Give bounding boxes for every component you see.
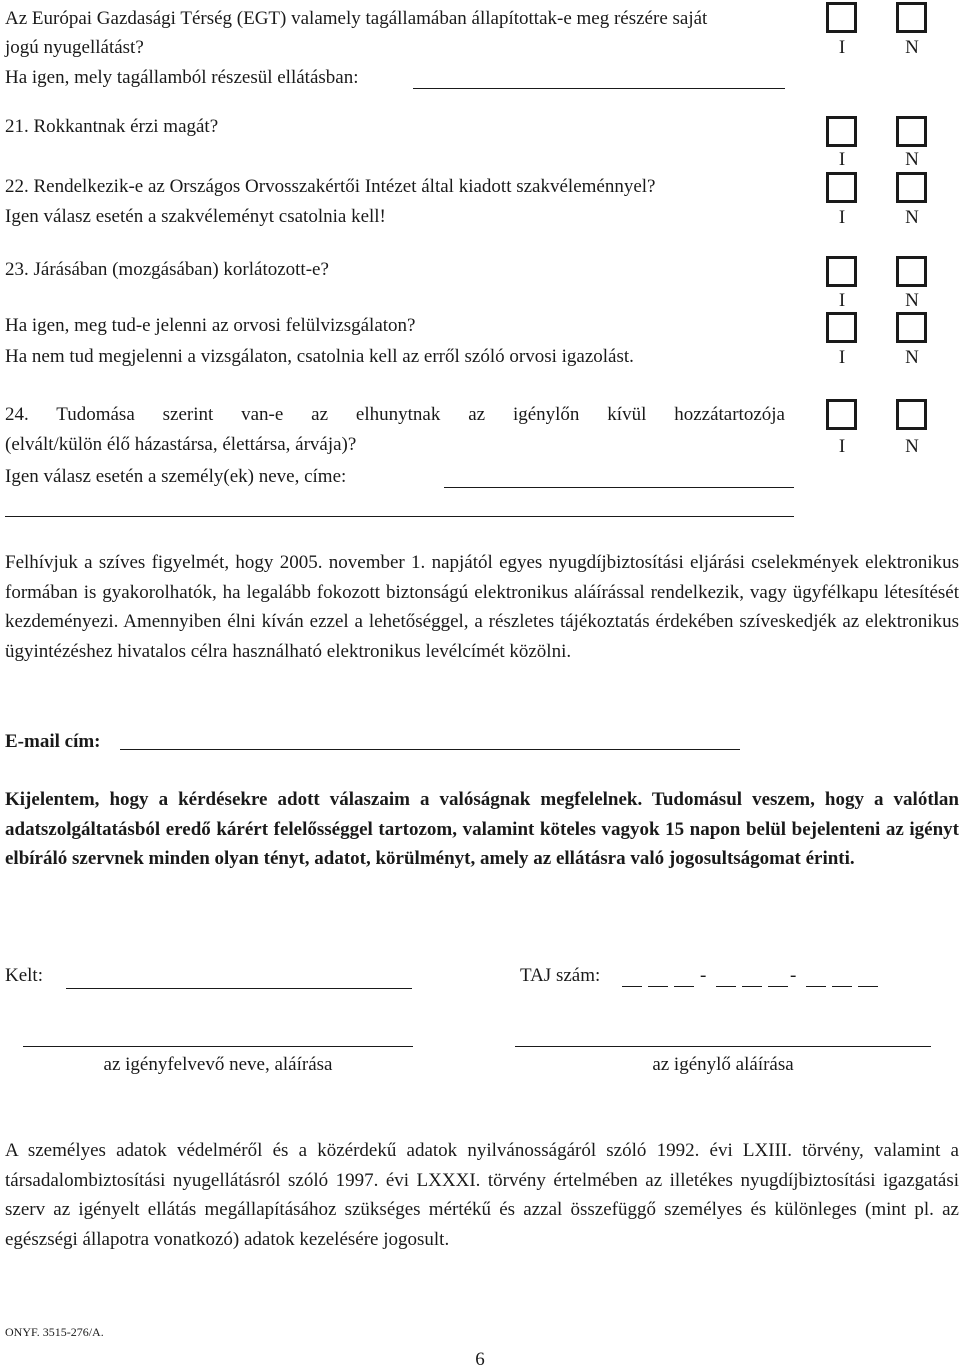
q-eea-no-checkbox[interactable] — [896, 2, 927, 33]
taj-digit-8[interactable] — [832, 986, 852, 987]
receiver-signature-line[interactable] — [23, 1046, 413, 1047]
electronic-notice-paragraph: Felhívjuk a szíves figyelmét, hogy 2005. november 1. napjától egyes nyugdíjbiztosítási eljárási cselekmények elektronikus formában is gyakorolhatók, ha legalább fokozott biztonságú elektronikus aláírással rendelkezik, vagy ügyfélkapu létesítését kezdeményezi. Amennyiben élni kíván ezzel a lehetőséggel, a részletes tájékoztatás érdekében szíveskedjék az elektronikus ügyintézéshez hivatalos célra használható elektronikus levélcímét közölni. — [5, 552, 959, 662]
q22-yes-label: I — [838, 207, 846, 228]
q24-no-label: N — [905, 436, 919, 457]
q24-address-input-line[interactable] — [5, 516, 794, 517]
taj-digit-9[interactable] — [858, 986, 878, 987]
q23-text-3: Ha nem tud megjelenni a vizsgálaton, csatolnia kell az erről szóló orvosi igazolást. — [5, 346, 634, 367]
q24-name-input-line[interactable] — [444, 487, 794, 488]
q23-no-checkbox[interactable] — [896, 256, 927, 287]
page-number: 6 — [475, 1349, 485, 1370]
email-input-line[interactable] — [120, 749, 740, 750]
q23-text-2: Ha igen, meg tud-e jelenni az orvosi felülvizsgálaton? — [5, 315, 416, 336]
taj-digit-7[interactable] — [806, 986, 826, 987]
q21-no-checkbox[interactable] — [896, 116, 927, 147]
kelt-label: Kelt: — [5, 965, 43, 986]
kelt-input-line[interactable] — [66, 988, 412, 989]
q23-no-label: N — [905, 290, 919, 311]
taj-separator-1: - — [700, 965, 707, 986]
q23-text-1: 23. Járásában (mozgásában) korlátozott-e? — [5, 259, 329, 280]
q-eea-yes-label: I — [838, 37, 846, 58]
q22-no-checkbox[interactable] — [896, 172, 927, 203]
q24-text-1: 24. Tudomása szerint van-e az elhunytnak az igénylőn kívül hozzátartozója — [5, 404, 785, 425]
q24-yes-label: I — [838, 436, 846, 457]
q21-text: 21. Rokkantnak érzi magát? — [5, 116, 219, 137]
taj-digit-5[interactable] — [742, 986, 762, 987]
q24-no-checkbox[interactable] — [896, 399, 927, 430]
q23b-no-checkbox[interactable] — [896, 312, 927, 343]
q-eea-text-3: Ha igen, mely tagállamból részesül ellátásban: — [5, 67, 359, 88]
q-eea-yes-checkbox[interactable] — [826, 2, 857, 33]
q21-yes-checkbox[interactable] — [826, 116, 857, 147]
member-state-input-line[interactable] — [413, 88, 785, 89]
q22-text-2: Igen válasz esetén a szakvéleményt csatolnia kell! — [5, 206, 386, 227]
privacy-paragraph: A személyes adatok védelméről és a közérdekű adatok nyilvánosságáról szóló 1992. évi LXIII. törvény, valamint a társadalombiztosítási nyugellátásról szóló 1997. évi LXXXI. törvény értelmében az illetékes nyugdíjbiztosítási igazgatási szerv az igényelt ellátás megállapításához szükséges mértékű és azzal összefüggő személyes és különleges (mint pl. az egészségi állapotra vonatkozó) adatok kezelésére jogosult. — [5, 1140, 959, 1250]
q23-yes-checkbox[interactable] — [826, 256, 857, 287]
form-code: ONYF. 3515-276/A. — [5, 1325, 104, 1339]
taj-digit-2[interactable] — [648, 986, 668, 987]
q23b-yes-label: I — [838, 347, 846, 368]
q-eea-no-label: N — [905, 37, 919, 58]
q22-yes-checkbox[interactable] — [826, 172, 857, 203]
email-label: E-mail cím: — [5, 731, 101, 752]
q24-text-3: Igen válasz esetén a személy(ek) neve, címe: — [5, 466, 347, 487]
q-eea-text-2: jogú nyugellátást? — [5, 37, 144, 58]
taj-label: TAJ szám: — [520, 965, 601, 986]
taj-digit-6[interactable] — [768, 986, 788, 987]
taj-digit-3[interactable] — [674, 986, 694, 987]
q21-no-label: N — [905, 149, 919, 170]
applicant-signature-caption: az igénylő aláírása — [652, 1054, 794, 1075]
q-eea-text-1: Az Európai Gazdasági Térség (EGT) valamely tagállamában állapítottak-e meg részére saját — [5, 8, 708, 29]
taj-digit-4[interactable] — [716, 986, 736, 987]
q23-yes-label: I — [838, 290, 846, 311]
declaration-paragraph: Kijelentem, hogy a kérdésekre adott válaszaim a valóságnak megfelelnek. Tudomásul veszem, hogy a valótlan adatszolgáltatásból eredő kárért felelősséggel tartozom, valamint köteles vagyok 15 napon belül bejelenteni az igényt elbíráló szervnek minden olyan tényt, adatot, körülményt, amely az ellátásra való jogosultságomat érinti. — [5, 789, 959, 869]
taj-separator-2: - — [790, 965, 797, 986]
q24-text-2: (elvált/külön élő házastársa, élettársa, árvája)? — [5, 434, 357, 455]
taj-digit-1[interactable] — [622, 986, 642, 987]
receiver-signature-caption: az igényfelvevő neve, aláírása — [103, 1054, 333, 1075]
q21-yes-label: I — [838, 149, 846, 170]
q23b-yes-checkbox[interactable] — [826, 312, 857, 343]
q23b-no-label: N — [905, 347, 919, 368]
q22-text-1: 22. Rendelkezik-e az Országos Orvosszakértői Intézet által kiadott szakvéleménnyel? — [5, 176, 656, 197]
q24-yes-checkbox[interactable] — [826, 399, 857, 430]
applicant-signature-line[interactable] — [515, 1046, 931, 1047]
q22-no-label: N — [905, 207, 919, 228]
